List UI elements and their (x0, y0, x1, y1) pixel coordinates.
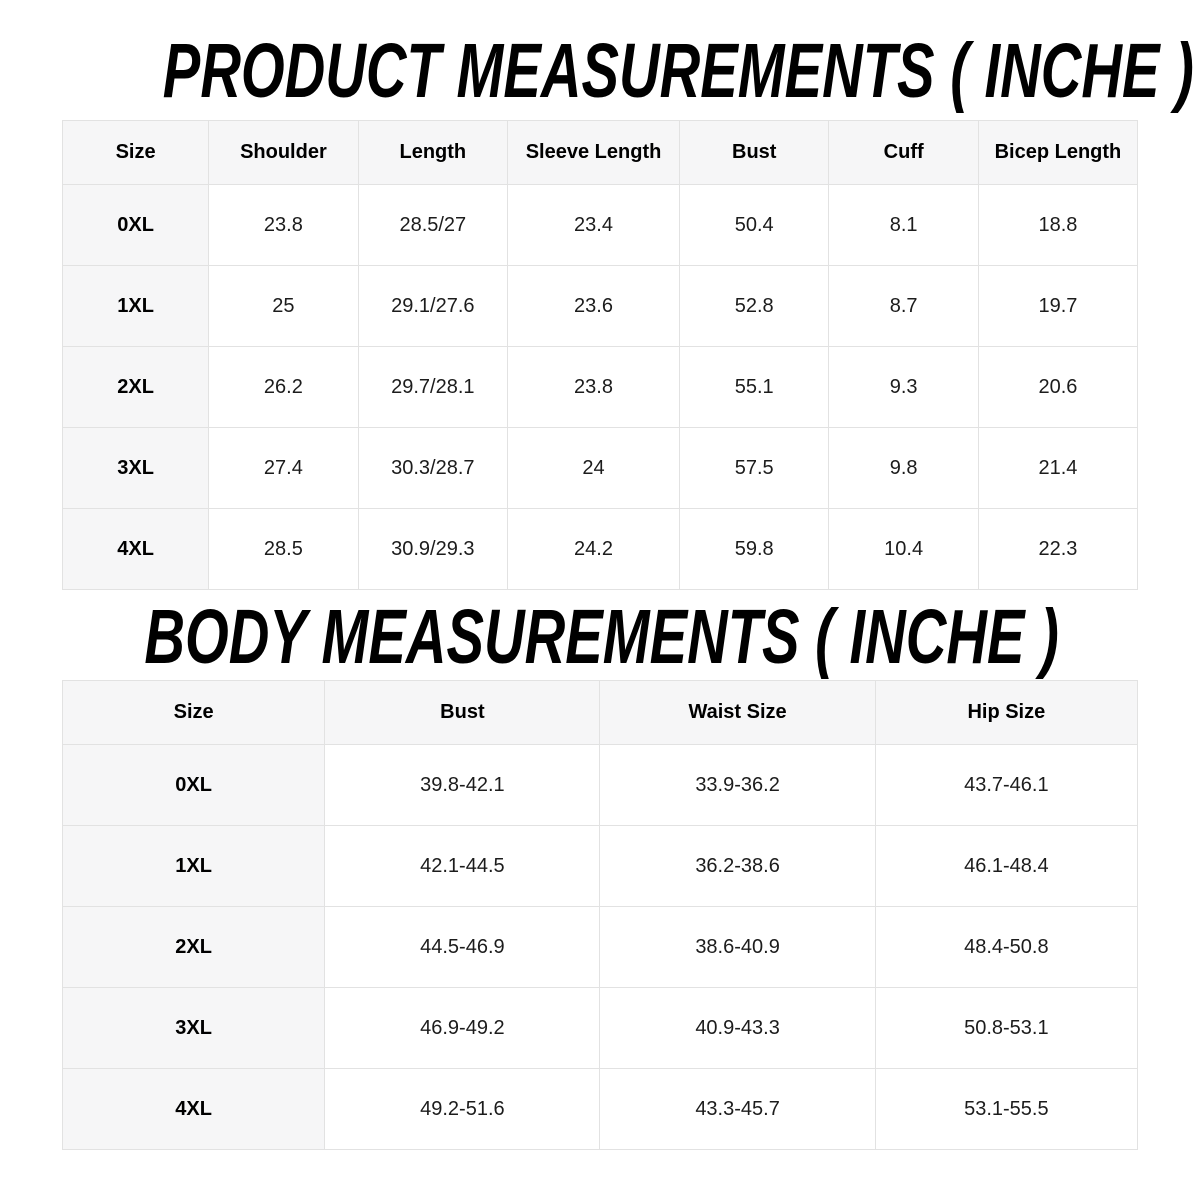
value-cell: 53.1-55.5 (875, 1069, 1137, 1150)
value-cell: 24.2 (508, 509, 680, 590)
value-cell: 22.3 (978, 509, 1137, 590)
value-cell: 8.7 (829, 266, 978, 347)
size-cell: 0XL (63, 745, 325, 826)
table-row (63, 509, 1138, 590)
value-cell: 23.4 (508, 185, 680, 266)
value-cell: 40.9-43.3 (600, 988, 875, 1069)
value-cell: 50.4 (680, 185, 829, 266)
body-measurements-table (62, 680, 1138, 1150)
value-cell: 30.9/29.3 (358, 509, 507, 590)
value-cell: 49.2-51.6 (325, 1069, 600, 1150)
value-cell: 23.6 (508, 266, 680, 347)
value-cell: 46.9-49.2 (325, 988, 600, 1069)
header-cell: Length (358, 121, 507, 185)
value-cell: 30.3/28.7 (358, 428, 507, 509)
size-cell: 0XL (63, 185, 209, 266)
value-cell: 36.2-38.6 (600, 826, 875, 907)
value-cell: 28.5 (209, 509, 358, 590)
value-cell: 8.1 (829, 185, 978, 266)
value-cell: 23.8 (508, 347, 680, 428)
value-cell: 26.2 (209, 347, 358, 428)
value-cell: 39.8-42.1 (325, 745, 600, 826)
body-table-body (63, 745, 1138, 1150)
value-cell: 38.6-40.9 (600, 907, 875, 988)
size-cell: 1XL (63, 826, 325, 907)
value-cell: 52.8 (680, 266, 829, 347)
size-cell: 4XL (63, 509, 209, 590)
value-cell: 57.5 (680, 428, 829, 509)
value-cell: 27.4 (209, 428, 358, 509)
size-cell: 3XL (63, 428, 209, 509)
table-row (63, 428, 1138, 509)
table-row (63, 988, 1138, 1069)
product-measurements-title-text: PRODUCT MEASUREMENTS ( INCHE ) (162, 27, 1194, 114)
table-row (63, 185, 1138, 266)
header-cell: Bust (325, 681, 600, 745)
header-cell: Size (63, 681, 325, 745)
header-cell: Hip Size (875, 681, 1137, 745)
table-row (63, 266, 1138, 347)
body-measurements-title-text: BODY MEASUREMENTS ( INCHE ) (144, 593, 1059, 680)
header-cell: Sleeve Length (508, 121, 680, 185)
header-cell: Bicep Length (978, 121, 1137, 185)
header-cell: Bust (680, 121, 829, 185)
product-table-body (63, 185, 1138, 590)
value-cell: 25 (209, 266, 358, 347)
table-row (63, 1069, 1138, 1150)
product-measurements-title (0, 0, 1200, 120)
header-cell: Shoulder (209, 121, 358, 185)
body-table-head (63, 681, 1138, 745)
header-row (63, 681, 1138, 745)
value-cell: 20.6 (978, 347, 1137, 428)
value-cell: 50.8-53.1 (875, 988, 1137, 1069)
table-row (63, 907, 1138, 988)
value-cell: 19.7 (978, 266, 1137, 347)
table-row (63, 826, 1138, 907)
size-cell: 1XL (63, 266, 209, 347)
product-table-head (63, 121, 1138, 185)
value-cell: 29.7/28.1 (358, 347, 507, 428)
value-cell: 43.7-46.1 (875, 745, 1137, 826)
value-cell: 43.3-45.7 (600, 1069, 875, 1150)
value-cell: 55.1 (680, 347, 829, 428)
value-cell: 21.4 (978, 428, 1137, 509)
value-cell: 10.4 (829, 509, 978, 590)
value-cell: 18.8 (978, 185, 1137, 266)
value-cell: 42.1-44.5 (325, 826, 600, 907)
body-measurements-title (0, 590, 1200, 680)
product-measurements-table (62, 120, 1138, 590)
value-cell: 29.1/27.6 (358, 266, 507, 347)
header-cell: Waist Size (600, 681, 875, 745)
table-row (63, 347, 1138, 428)
header-cell: Size (63, 121, 209, 185)
value-cell: 23.8 (209, 185, 358, 266)
value-cell: 24 (508, 428, 680, 509)
size-cell: 3XL (63, 988, 325, 1069)
size-cell: 2XL (63, 347, 209, 428)
value-cell: 59.8 (680, 509, 829, 590)
header-row (63, 121, 1138, 185)
size-cell: 4XL (63, 1069, 325, 1150)
value-cell: 46.1-48.4 (875, 826, 1137, 907)
value-cell: 33.9-36.2 (600, 745, 875, 826)
value-cell: 9.8 (829, 428, 978, 509)
table-row (63, 745, 1138, 826)
value-cell: 9.3 (829, 347, 978, 428)
size-cell: 2XL (63, 907, 325, 988)
value-cell: 44.5-46.9 (325, 907, 600, 988)
value-cell: 28.5/27 (358, 185, 507, 266)
value-cell: 48.4-50.8 (875, 907, 1137, 988)
header-cell: Cuff (829, 121, 978, 185)
